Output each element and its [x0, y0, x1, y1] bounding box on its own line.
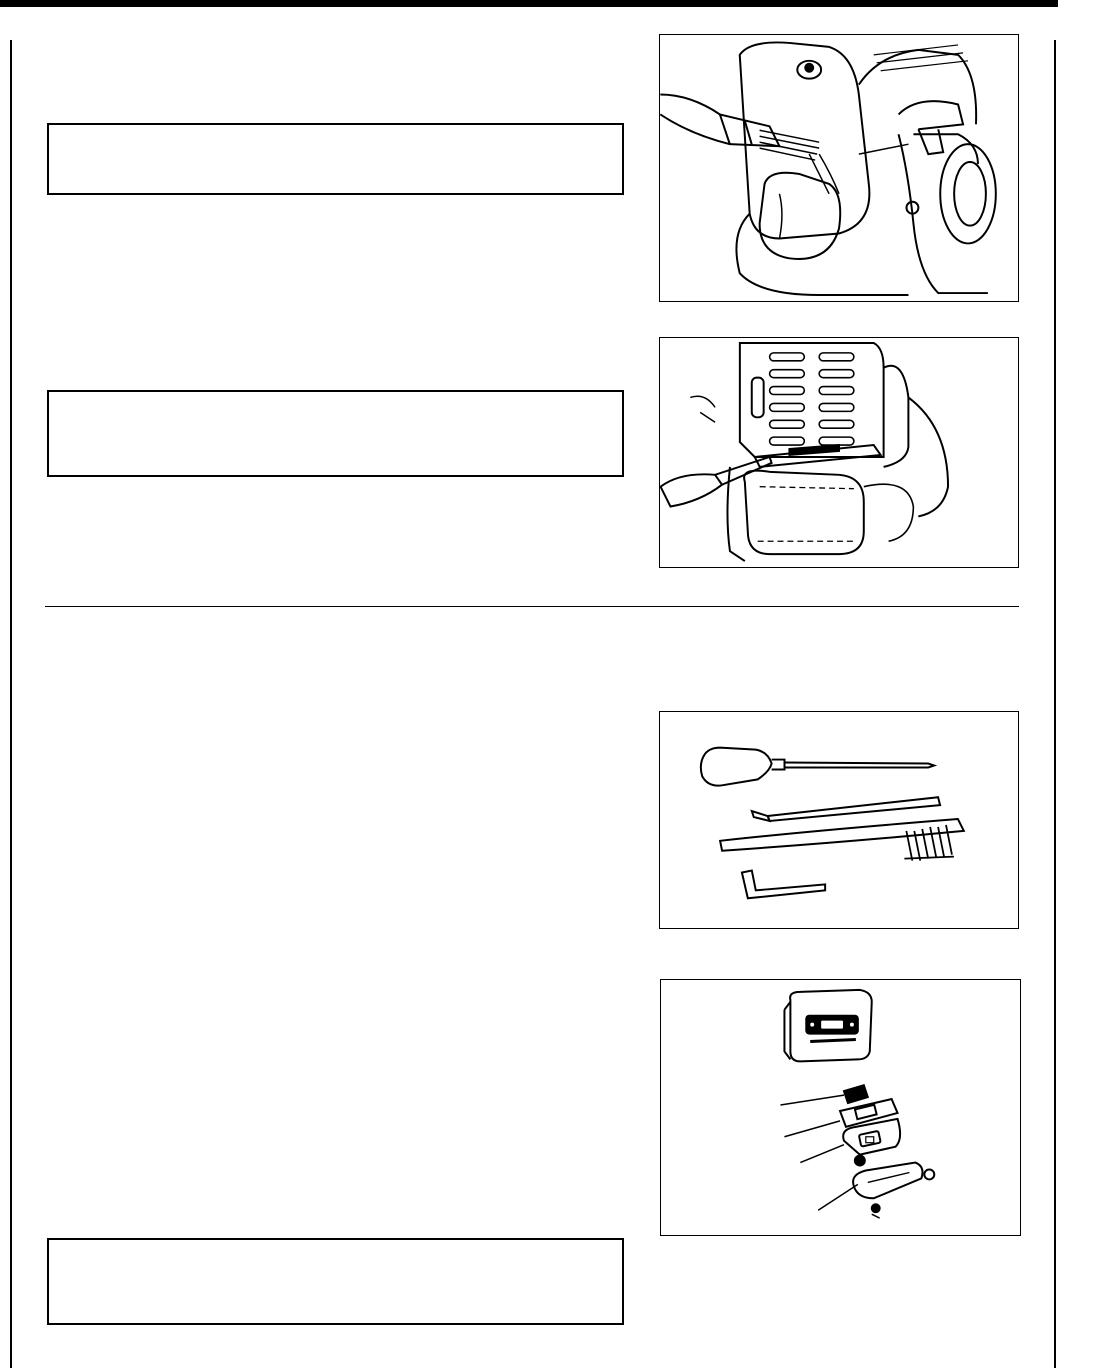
- note-box-3: [47, 1238, 624, 1325]
- section-divider: [45, 606, 1019, 607]
- top-rule: [0, 0, 1058, 7]
- right-margin-line: [1054, 40, 1056, 1368]
- note-box-2: [47, 390, 624, 477]
- figure-air-cleaner: [659, 34, 1019, 302]
- air-cleaner-illustration: [660, 35, 1018, 301]
- muffler-cover-illustration: [660, 338, 1018, 567]
- note-box-1: [47, 123, 624, 195]
- cleaning-tools-illustration: [660, 712, 1018, 928]
- figure-muffler-parts: [660, 979, 1021, 1236]
- figure-muffler-cover: [659, 337, 1019, 568]
- figure-cleaning-tools: [659, 711, 1019, 929]
- muffler-parts-illustration: [661, 980, 1020, 1235]
- left-margin-line: [10, 40, 12, 1368]
